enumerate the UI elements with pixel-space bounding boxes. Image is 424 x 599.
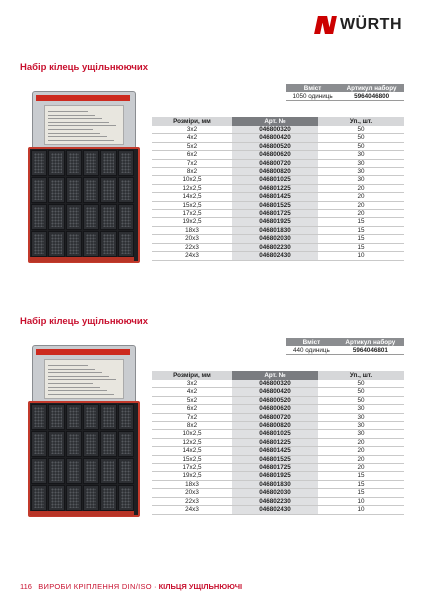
cell-article: 046800520 bbox=[232, 396, 318, 404]
tray-compartment bbox=[100, 458, 116, 484]
cell-article: 046800420 bbox=[232, 134, 318, 142]
table-row bbox=[152, 413, 404, 421]
case-lid-stripe bbox=[36, 95, 130, 101]
tray-compartment bbox=[48, 485, 64, 511]
cell-size: 15x2,5 bbox=[152, 201, 232, 209]
wurth-logo bbox=[316, 16, 402, 34]
table-row bbox=[152, 151, 404, 159]
cell-size: 5x2 bbox=[152, 142, 232, 150]
cell-size: 20x3 bbox=[152, 235, 232, 243]
cell-pack: 50 bbox=[318, 142, 404, 150]
tray-compartment bbox=[31, 404, 47, 430]
info-article-value: 5964046801 bbox=[337, 346, 404, 355]
cell-pack: 30 bbox=[318, 405, 404, 413]
info-header-article: Артикул набору bbox=[339, 84, 404, 92]
ring-sizes-table bbox=[152, 371, 404, 515]
page-number: 116 bbox=[20, 582, 32, 591]
tray-compartment bbox=[118, 204, 134, 230]
cell-pack: 30 bbox=[318, 151, 404, 159]
cell-article: 046800820 bbox=[232, 422, 318, 430]
tray-compartment bbox=[48, 458, 64, 484]
cell-article: 046801925 bbox=[232, 218, 318, 226]
cell-article: 046801925 bbox=[232, 472, 318, 480]
cell-pack: 50 bbox=[318, 134, 404, 142]
cell-size: 5x2 bbox=[152, 396, 232, 404]
info-header-article: Артикул набору bbox=[337, 338, 404, 346]
cell-size: 14x2,5 bbox=[152, 447, 232, 455]
cell-size: 19x2,5 bbox=[152, 218, 232, 226]
tray-compartment bbox=[66, 458, 82, 484]
cell-pack: 15 bbox=[318, 243, 404, 251]
cell-pack: 30 bbox=[318, 422, 404, 430]
tray-compartment bbox=[100, 150, 116, 176]
cell-size: 8x2 bbox=[152, 422, 232, 430]
cell-size: 6x2 bbox=[152, 151, 232, 159]
table-row bbox=[152, 489, 404, 497]
cell-article: 046801225 bbox=[232, 184, 318, 192]
tray-compartment bbox=[100, 404, 116, 430]
cell-size: 19x2,5 bbox=[152, 472, 232, 480]
ring-sizes-table bbox=[152, 117, 404, 261]
table-row bbox=[152, 218, 404, 226]
cell-article: 046802230 bbox=[232, 497, 318, 505]
info-content-value: 1050 одиниць bbox=[286, 92, 339, 101]
col-header-article: Арт. № bbox=[232, 117, 318, 126]
case-base bbox=[30, 511, 134, 516]
cell-article: 046801425 bbox=[232, 447, 318, 455]
cell-pack: 10 bbox=[318, 252, 404, 260]
table-row bbox=[152, 176, 404, 184]
tray-compartment bbox=[48, 404, 64, 430]
cell-pack: 30 bbox=[318, 159, 404, 167]
col-header-article: Арт. № bbox=[232, 371, 318, 380]
tray-compartment bbox=[48, 431, 64, 457]
col-header-size: Розміри, мм bbox=[152, 371, 232, 380]
table-row bbox=[152, 464, 404, 472]
col-header-size: Розміри, мм bbox=[152, 117, 232, 126]
cell-article: 046802430 bbox=[232, 506, 318, 514]
case-tray bbox=[28, 401, 140, 517]
footer-category: ВИРОБИ КРІПЛЕННЯ DIN/ISO bbox=[38, 582, 152, 591]
cell-pack: 50 bbox=[318, 380, 404, 388]
case-lid-stripe bbox=[36, 349, 130, 355]
cell-article: 046801725 bbox=[232, 210, 318, 218]
cell-size: 18x3 bbox=[152, 480, 232, 488]
cell-article: 046802030 bbox=[232, 235, 318, 243]
tray-compartment bbox=[118, 485, 134, 511]
tray-compartment bbox=[118, 404, 134, 430]
tray-compartment bbox=[31, 485, 47, 511]
table-row bbox=[152, 193, 404, 201]
tray-compartment bbox=[100, 177, 116, 203]
product-case-image bbox=[28, 91, 138, 263]
tray-compartment bbox=[118, 177, 134, 203]
case-label bbox=[44, 359, 124, 399]
tray-compartment bbox=[48, 204, 64, 230]
cell-size: 7x2 bbox=[152, 413, 232, 421]
footer-subcategory: КІЛЬЦЯ УЩІЛЬНЮЮЧІ bbox=[158, 582, 243, 591]
cell-pack: 30 bbox=[318, 430, 404, 438]
table-row bbox=[152, 422, 404, 430]
cell-size: 6x2 bbox=[152, 405, 232, 413]
cell-pack: 15 bbox=[318, 489, 404, 497]
tray-compartment bbox=[48, 177, 64, 203]
tray-compartment bbox=[83, 404, 99, 430]
table-row bbox=[152, 388, 404, 396]
wurth-logo-mark bbox=[316, 16, 336, 34]
cell-size: 12x2,5 bbox=[152, 438, 232, 446]
info-header-content: Вміст bbox=[286, 84, 339, 92]
tray-compartment bbox=[66, 231, 82, 257]
case-tray bbox=[28, 147, 140, 263]
tray-compartment bbox=[83, 485, 99, 511]
table-row bbox=[152, 506, 404, 514]
table-row bbox=[152, 472, 404, 480]
section-title: Набір кілець ущільнюючих bbox=[20, 62, 149, 73]
info-article-value: 5964046800 bbox=[339, 92, 404, 101]
product-case-image bbox=[28, 345, 138, 517]
cell-article: 046800720 bbox=[232, 413, 318, 421]
cell-size: 12x2,5 bbox=[152, 184, 232, 192]
tray-compartment bbox=[83, 458, 99, 484]
cell-pack: 15 bbox=[318, 472, 404, 480]
cell-pack: 15 bbox=[318, 226, 404, 234]
info-header-content: Вміст bbox=[286, 338, 337, 346]
tray-compartment bbox=[118, 458, 134, 484]
cell-article: 046800320 bbox=[232, 126, 318, 134]
cell-pack: 20 bbox=[318, 210, 404, 218]
table-row bbox=[152, 497, 404, 505]
tray-compartment bbox=[66, 485, 82, 511]
cell-size: 10x2,5 bbox=[152, 176, 232, 184]
cell-size: 24x3 bbox=[152, 506, 232, 514]
cell-size: 14x2,5 bbox=[152, 193, 232, 201]
tray-compartment bbox=[118, 431, 134, 457]
tray-compartment bbox=[118, 150, 134, 176]
cell-pack: 50 bbox=[318, 396, 404, 404]
table-row bbox=[152, 380, 404, 388]
table-row bbox=[152, 142, 404, 150]
tray-compartment bbox=[100, 231, 116, 257]
set-info-table bbox=[286, 338, 404, 355]
cell-pack: 20 bbox=[318, 193, 404, 201]
tray-compartment bbox=[48, 231, 64, 257]
cell-article: 046800420 bbox=[232, 388, 318, 396]
table-row bbox=[152, 438, 404, 446]
tray-compartment bbox=[66, 204, 82, 230]
cell-size: 4x2 bbox=[152, 134, 232, 142]
set-info-table bbox=[286, 84, 404, 101]
cell-size: 17x2,5 bbox=[152, 210, 232, 218]
table-row bbox=[152, 235, 404, 243]
table-row bbox=[152, 480, 404, 488]
tray-compartment bbox=[66, 150, 82, 176]
cell-pack: 30 bbox=[318, 176, 404, 184]
table-row bbox=[152, 226, 404, 234]
cell-size: 17x2,5 bbox=[152, 464, 232, 472]
info-content-value: 440 одиниць bbox=[286, 346, 337, 355]
col-header-pack: Уп., шт. bbox=[318, 371, 404, 380]
cell-size: 24x3 bbox=[152, 252, 232, 260]
table-row bbox=[152, 159, 404, 167]
tray-compartment bbox=[83, 150, 99, 176]
cell-article: 046802030 bbox=[232, 489, 318, 497]
cell-size: 8x2 bbox=[152, 168, 232, 176]
cell-article: 046800720 bbox=[232, 159, 318, 167]
cell-article: 046801725 bbox=[232, 464, 318, 472]
table-row bbox=[152, 396, 404, 404]
cell-article: 046801025 bbox=[232, 176, 318, 184]
tray-compartment bbox=[100, 485, 116, 511]
page-footer: 116 ВИРОБИ КРІПЛЕННЯ DIN/ISO · КІЛЬЦЯ УЩІЛЬНЮЮЧІ bbox=[20, 582, 243, 591]
case-label bbox=[44, 105, 124, 145]
brand-name: WÜRTH bbox=[339, 16, 402, 33]
cell-size: 15x2,5 bbox=[152, 455, 232, 463]
cell-size: 18x3 bbox=[152, 226, 232, 234]
tray-compartment bbox=[83, 431, 99, 457]
cell-size: 7x2 bbox=[152, 159, 232, 167]
tray-compartment bbox=[83, 231, 99, 257]
cell-size: 22x3 bbox=[152, 243, 232, 251]
table-row bbox=[152, 430, 404, 438]
table-row bbox=[152, 455, 404, 463]
cell-article: 046802230 bbox=[232, 243, 318, 251]
case-base bbox=[30, 257, 134, 262]
cell-size: 22x3 bbox=[152, 497, 232, 505]
table-row bbox=[152, 134, 404, 142]
tray-compartment bbox=[66, 177, 82, 203]
cell-pack: 15 bbox=[318, 235, 404, 243]
tray-compartment bbox=[31, 231, 47, 257]
table-row bbox=[152, 210, 404, 218]
cell-pack: 20 bbox=[318, 201, 404, 209]
cell-pack: 20 bbox=[318, 447, 404, 455]
table-row bbox=[152, 243, 404, 251]
table-row bbox=[152, 184, 404, 192]
cell-article: 046800620 bbox=[232, 405, 318, 413]
cell-size: 10x2,5 bbox=[152, 430, 232, 438]
cell-pack: 20 bbox=[318, 438, 404, 446]
table-row bbox=[152, 252, 404, 260]
cell-article: 046801025 bbox=[232, 430, 318, 438]
cell-article: 046800520 bbox=[232, 142, 318, 150]
tray-compartment bbox=[31, 431, 47, 457]
cell-pack: 15 bbox=[318, 218, 404, 226]
cell-pack: 10 bbox=[318, 506, 404, 514]
cell-article: 046800820 bbox=[232, 168, 318, 176]
cell-article: 046800320 bbox=[232, 380, 318, 388]
cell-pack: 50 bbox=[318, 388, 404, 396]
tray-compartment bbox=[66, 404, 82, 430]
cell-article: 046801425 bbox=[232, 193, 318, 201]
cell-pack: 15 bbox=[318, 480, 404, 488]
table-row bbox=[152, 168, 404, 176]
tray-compartment bbox=[31, 177, 47, 203]
cell-pack: 50 bbox=[318, 126, 404, 134]
tray-compartment bbox=[118, 231, 134, 257]
cell-article: 046801525 bbox=[232, 201, 318, 209]
tray-compartment bbox=[83, 177, 99, 203]
table-row bbox=[152, 447, 404, 455]
table-row bbox=[152, 126, 404, 134]
cell-article: 046801525 bbox=[232, 455, 318, 463]
cell-pack: 10 bbox=[318, 497, 404, 505]
table-row bbox=[152, 201, 404, 209]
cell-pack: 30 bbox=[318, 168, 404, 176]
table-row bbox=[152, 405, 404, 413]
tray-compartment bbox=[100, 204, 116, 230]
cell-size: 4x2 bbox=[152, 388, 232, 396]
cell-pack: 20 bbox=[318, 455, 404, 463]
cell-article: 046801225 bbox=[232, 438, 318, 446]
cell-article: 046802430 bbox=[232, 252, 318, 260]
cell-size: 3x2 bbox=[152, 126, 232, 134]
cell-pack: 20 bbox=[318, 464, 404, 472]
cell-pack: 30 bbox=[318, 413, 404, 421]
tray-compartment bbox=[31, 150, 47, 176]
cell-article: 046801830 bbox=[232, 480, 318, 488]
col-header-pack: Уп., шт. bbox=[318, 117, 404, 126]
cell-article: 046801830 bbox=[232, 226, 318, 234]
cell-size: 3x2 bbox=[152, 380, 232, 388]
cell-size: 20x3 bbox=[152, 489, 232, 497]
tray-compartment bbox=[83, 204, 99, 230]
tray-compartment bbox=[100, 431, 116, 457]
tray-compartment bbox=[31, 204, 47, 230]
tray-compartment bbox=[48, 150, 64, 176]
tray-compartment bbox=[66, 431, 82, 457]
cell-article: 046800620 bbox=[232, 151, 318, 159]
section-title: Набір кілець ущільнюючих bbox=[20, 316, 149, 327]
tray-compartment bbox=[31, 458, 47, 484]
cell-pack: 20 bbox=[318, 184, 404, 192]
